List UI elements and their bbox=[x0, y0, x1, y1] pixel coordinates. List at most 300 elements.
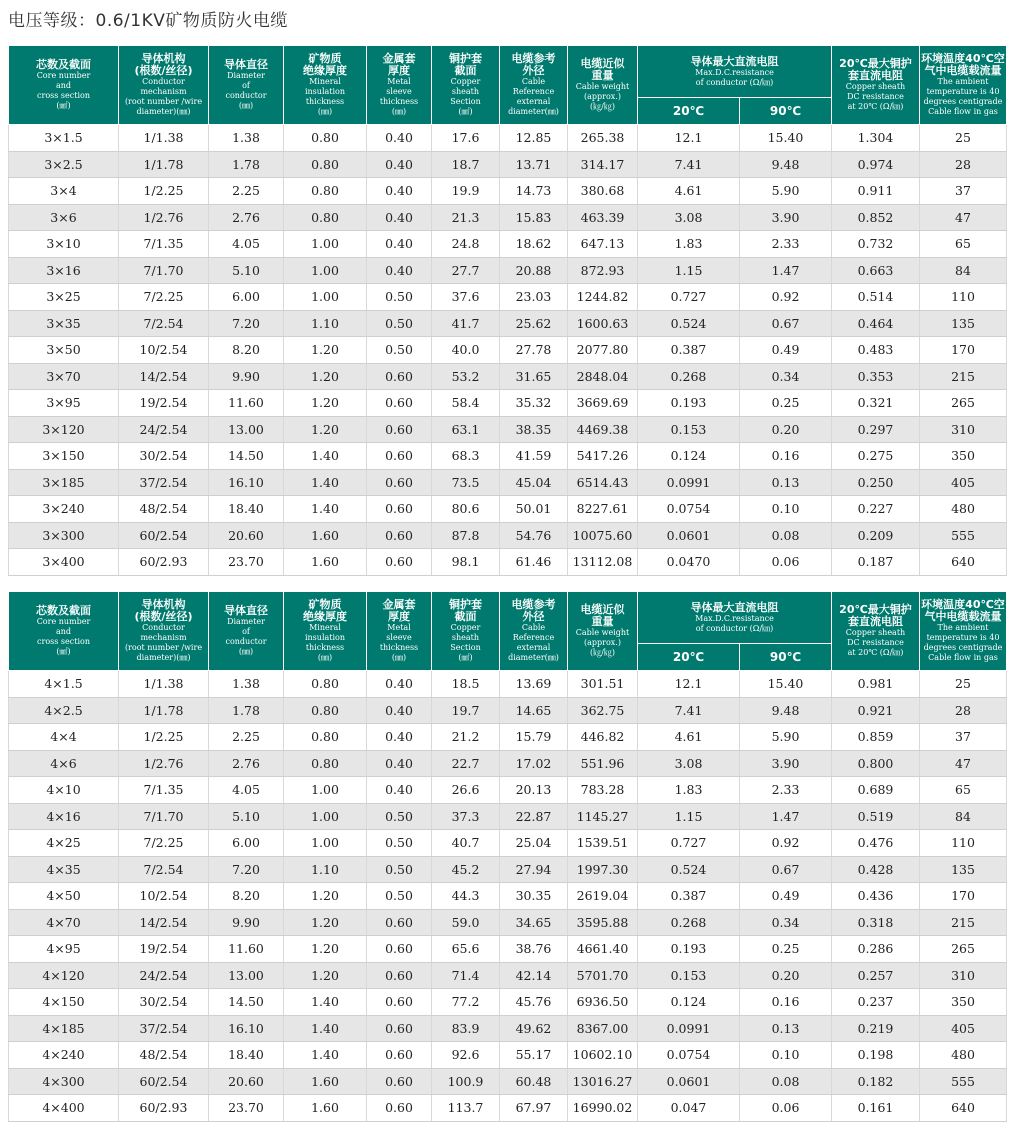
header-cable-weight-en: (㎏/㎏) bbox=[590, 648, 615, 657]
sheath-section-cell: 19.7 bbox=[432, 697, 500, 724]
insulation-thickness-cell: 1.20 bbox=[284, 337, 367, 364]
table-row bbox=[9, 204, 1007, 231]
resistance-90c-cell: 2.33 bbox=[740, 231, 832, 258]
outer-diameter-cell: 27.78 bbox=[500, 337, 568, 364]
core-section-cell: 4×16 bbox=[9, 803, 119, 830]
resistance-20c-cell: 4.61 bbox=[638, 724, 740, 751]
header-conductor-mechanism-zh: 导体机构 bbox=[141, 52, 186, 65]
sheath-section-cell: 24.8 bbox=[432, 231, 500, 258]
conductor-diameter-cell: 11.60 bbox=[209, 390, 284, 417]
sheath-section-cell: 71.4 bbox=[432, 962, 500, 989]
outer-diameter-cell: 27.94 bbox=[500, 856, 568, 883]
core-section-cell: 3×300 bbox=[9, 522, 119, 549]
ampacity-cell: 25 bbox=[920, 125, 1007, 152]
header-cable-weight-en: Cable weight bbox=[575, 628, 630, 637]
conductor-mechanism-cell: 19/2.54 bbox=[119, 936, 209, 963]
resistance-90c-cell: 1.47 bbox=[740, 803, 832, 830]
resistance-90c-cell: 0.25 bbox=[740, 390, 832, 417]
ampacity-cell: 640 bbox=[920, 549, 1007, 576]
header-conductor-diameter-en: conductor bbox=[225, 91, 267, 100]
header-sheath-section-en: Copper bbox=[450, 623, 481, 632]
conductor-mechanism-cell: 48/2.54 bbox=[119, 1042, 209, 1069]
header-core-section-en: (㎟) bbox=[56, 647, 71, 656]
sheath-resistance-cell: 0.974 bbox=[832, 151, 920, 178]
sleeve-thickness-cell: 0.40 bbox=[367, 724, 432, 751]
conductor-diameter-cell: 8.20 bbox=[209, 883, 284, 910]
core-section-cell: 4×95 bbox=[9, 936, 119, 963]
table-row bbox=[9, 936, 1007, 963]
insulation-thickness-cell: 1.60 bbox=[284, 1095, 367, 1122]
sleeve-thickness-cell: 0.40 bbox=[367, 178, 432, 205]
conductor-mechanism-cell: 10/2.54 bbox=[119, 337, 209, 364]
header-conductor-diameter-en: of bbox=[242, 81, 250, 90]
header-insulation-thickness-zh-line2: 绝缘厚度 bbox=[303, 64, 347, 77]
resistance-90c-cell: 0.34 bbox=[740, 363, 832, 390]
table-row bbox=[9, 671, 1007, 698]
table-row bbox=[9, 856, 1007, 883]
insulation-thickness-cell: 1.20 bbox=[284, 416, 367, 443]
insulation-thickness-cell: 1.40 bbox=[284, 469, 367, 496]
resistance-90c-cell: 3.90 bbox=[740, 204, 832, 231]
sheath-resistance-cell: 0.663 bbox=[832, 257, 920, 284]
header-core-section-en: cross section bbox=[37, 637, 90, 646]
core-section-cell: 3×95 bbox=[9, 390, 119, 417]
header-temp-20c: 20℃ bbox=[638, 98, 740, 125]
sheath-section-cell: 80.6 bbox=[432, 496, 500, 523]
resistance-90c-cell: 0.25 bbox=[740, 936, 832, 963]
resistance-20c-cell: 0.0470 bbox=[638, 549, 740, 576]
conductor-diameter-cell: 6.00 bbox=[209, 830, 284, 857]
ampacity-cell: 28 bbox=[920, 151, 1007, 178]
sleeve-thickness-cell: 0.60 bbox=[367, 1015, 432, 1042]
sheath-section-cell: 100.9 bbox=[432, 1068, 500, 1095]
conductor-diameter-cell: 20.60 bbox=[209, 522, 284, 549]
insulation-thickness-cell: 1.40 bbox=[284, 443, 367, 470]
insulation-thickness-cell: 1.20 bbox=[284, 962, 367, 989]
resistance-20c-cell: 0.524 bbox=[638, 310, 740, 337]
header-conductor-mechanism-zh: 导体机构 bbox=[141, 598, 186, 611]
resistance-90c-cell: 2.33 bbox=[740, 777, 832, 804]
outer-diameter-cell: 35.32 bbox=[500, 390, 568, 417]
insulation-thickness-cell: 1.20 bbox=[284, 363, 367, 390]
sheath-resistance-cell: 0.689 bbox=[832, 777, 920, 804]
core-section-cell: 3×10 bbox=[9, 231, 119, 258]
header-insulation-thickness-zh: 矿物质 bbox=[308, 52, 342, 65]
header-insulation-thickness-zh: 矿物质 bbox=[308, 598, 342, 611]
sheath-resistance-cell: 0.476 bbox=[832, 830, 920, 857]
sheath-resistance-cell: 0.800 bbox=[832, 750, 920, 777]
header-outer-diameter-en: diameter(㎜) bbox=[508, 107, 559, 116]
resistance-20c-cell: 7.41 bbox=[638, 697, 740, 724]
outer-diameter-cell: 34.65 bbox=[500, 909, 568, 936]
resistance-20c-cell: 0.387 bbox=[638, 337, 740, 364]
insulation-thickness-cell: 1.60 bbox=[284, 549, 367, 576]
sheath-resistance-cell: 0.275 bbox=[832, 443, 920, 470]
header-sleeve-thickness-en: Metal bbox=[387, 623, 411, 632]
header-outer-diameter-en: Reference bbox=[512, 633, 555, 642]
cable-weight-cell: 10075.60 bbox=[568, 522, 638, 549]
header-sheath-resistance bbox=[832, 592, 920, 671]
resistance-90c-cell: 0.92 bbox=[740, 830, 832, 857]
core-section-cell: 4×150 bbox=[9, 989, 119, 1016]
outer-diameter-cell: 67.97 bbox=[500, 1095, 568, 1122]
conductor-mechanism-cell: 1/1.38 bbox=[119, 125, 209, 152]
cable-weight-cell: 463.39 bbox=[568, 204, 638, 231]
sheath-section-cell: 92.6 bbox=[432, 1042, 500, 1069]
sleeve-thickness-cell: 0.60 bbox=[367, 936, 432, 963]
resistance-90c-cell: 0.67 bbox=[740, 310, 832, 337]
header-conductor-mechanism bbox=[119, 592, 209, 671]
sleeve-thickness-cell: 0.60 bbox=[367, 390, 432, 417]
sheath-resistance-cell: 0.161 bbox=[832, 1095, 920, 1122]
conductor-mechanism-cell: 48/2.54 bbox=[119, 496, 209, 523]
header-outer-diameter-zh-line2: 外径 bbox=[522, 64, 545, 77]
conductor-mechanism-cell: 7/2.25 bbox=[119, 830, 209, 857]
sheath-section-cell: 63.1 bbox=[432, 416, 500, 443]
ampacity-cell: 310 bbox=[920, 962, 1007, 989]
sheath-section-cell: 37.6 bbox=[432, 284, 500, 311]
cable-weight-cell: 551.96 bbox=[568, 750, 638, 777]
sheath-section-cell: 87.8 bbox=[432, 522, 500, 549]
conductor-mechanism-cell: 7/1.35 bbox=[119, 231, 209, 258]
conductor-diameter-cell: 13.00 bbox=[209, 962, 284, 989]
resistance-20c-cell: 0.387 bbox=[638, 883, 740, 910]
table-row bbox=[9, 284, 1007, 311]
resistance-20c-cell: 0.268 bbox=[638, 363, 740, 390]
core-section-cell: 3×16 bbox=[9, 257, 119, 284]
core-section-cell: 4×70 bbox=[9, 909, 119, 936]
header-outer-diameter-en: external bbox=[516, 643, 551, 652]
sheath-resistance-cell: 0.981 bbox=[832, 671, 920, 698]
outer-diameter-cell: 18.62 bbox=[500, 231, 568, 258]
conductor-mechanism-cell: 37/2.54 bbox=[119, 469, 209, 496]
table-row bbox=[9, 549, 1007, 576]
outer-diameter-cell: 20.13 bbox=[500, 777, 568, 804]
core-section-cell: 4×1.5 bbox=[9, 671, 119, 698]
insulation-thickness-cell: 0.80 bbox=[284, 178, 367, 205]
header-sheath-resistance-zh: 20℃最大铜护 bbox=[839, 603, 912, 616]
header-outer-diameter-en: Cable bbox=[521, 623, 546, 632]
header-row bbox=[9, 592, 1007, 644]
header-conductor-diameter bbox=[209, 592, 284, 671]
conductor-diameter-cell: 16.10 bbox=[209, 469, 284, 496]
header-sheath-section-zh: 铜护套 bbox=[449, 52, 482, 65]
cable-weight-cell: 2619.04 bbox=[568, 883, 638, 910]
cable-weight-cell: 5701.70 bbox=[568, 962, 638, 989]
conductor-diameter-cell: 20.60 bbox=[209, 1068, 284, 1095]
outer-diameter-cell: 42.14 bbox=[500, 962, 568, 989]
sleeve-thickness-cell: 0.40 bbox=[367, 750, 432, 777]
header-ampacity-en: temperature is 40 bbox=[926, 87, 1000, 96]
cable-weight-cell: 446.82 bbox=[568, 724, 638, 751]
conductor-mechanism-cell: 7/1.70 bbox=[119, 803, 209, 830]
cable-weight-cell: 2848.04 bbox=[568, 363, 638, 390]
sheath-section-cell: 40.7 bbox=[432, 830, 500, 857]
outer-diameter-cell: 25.62 bbox=[500, 310, 568, 337]
ampacity-cell: 28 bbox=[920, 697, 1007, 724]
table-row bbox=[9, 1042, 1007, 1069]
sleeve-thickness-cell: 0.40 bbox=[367, 257, 432, 284]
header-cable-weight-en: (㎏/㎏) bbox=[590, 102, 615, 111]
header-conductor-mechanism-zh-line2: (根数/丝径) bbox=[134, 64, 193, 77]
header-conductor-diameter-en: Diameter bbox=[227, 617, 265, 626]
ampacity-cell: 47 bbox=[920, 750, 1007, 777]
conductor-diameter-cell: 8.20 bbox=[209, 337, 284, 364]
sheath-section-cell: 22.7 bbox=[432, 750, 500, 777]
sheath-resistance-cell: 0.297 bbox=[832, 416, 920, 443]
table-row bbox=[9, 443, 1007, 470]
conductor-mechanism-cell: 7/1.70 bbox=[119, 257, 209, 284]
ampacity-cell: 555 bbox=[920, 1068, 1007, 1095]
resistance-90c-cell: 0.13 bbox=[740, 1015, 832, 1042]
outer-diameter-cell: 54.76 bbox=[500, 522, 568, 549]
cable-weight-cell: 314.17 bbox=[568, 151, 638, 178]
header-insulation-thickness-zh-line2: 绝缘厚度 bbox=[303, 610, 347, 623]
conductor-diameter-cell: 7.20 bbox=[209, 310, 284, 337]
header-sheath-section-en: (㎟) bbox=[458, 107, 473, 116]
cable-weight-cell: 1539.51 bbox=[568, 830, 638, 857]
header-ampacity-zh: 环境温度40℃空 bbox=[921, 52, 1005, 65]
ampacity-cell: 37 bbox=[920, 178, 1007, 205]
sheath-section-cell: 59.0 bbox=[432, 909, 500, 936]
header-conductor-mechanism-en: Conductor bbox=[142, 77, 185, 86]
insulation-thickness-cell: 0.80 bbox=[284, 125, 367, 152]
resistance-90c-cell: 5.90 bbox=[740, 178, 832, 205]
cable-weight-cell: 380.68 bbox=[568, 178, 638, 205]
resistance-20c-cell: 0.0601 bbox=[638, 522, 740, 549]
sheath-resistance-cell: 1.304 bbox=[832, 125, 920, 152]
cable-weight-cell: 8227.61 bbox=[568, 496, 638, 523]
conductor-diameter-cell: 9.90 bbox=[209, 909, 284, 936]
conductor-mechanism-cell: 19/2.54 bbox=[119, 390, 209, 417]
header-ampacity bbox=[920, 46, 1007, 125]
resistance-90c-cell: 0.08 bbox=[740, 1068, 832, 1095]
sleeve-thickness-cell: 0.60 bbox=[367, 469, 432, 496]
insulation-thickness-cell: 1.10 bbox=[284, 856, 367, 883]
header-core-section bbox=[9, 592, 119, 671]
cable-weight-cell: 6936.50 bbox=[568, 989, 638, 1016]
sheath-section-cell: 21.2 bbox=[432, 724, 500, 751]
conductor-diameter-cell: 2.25 bbox=[209, 724, 284, 751]
resistance-90c-cell: 0.10 bbox=[740, 496, 832, 523]
header-insulation-thickness-en: Mineral bbox=[309, 77, 341, 86]
ampacity-cell: 350 bbox=[920, 443, 1007, 470]
sheath-section-cell: 17.6 bbox=[432, 125, 500, 152]
sheath-resistance-cell: 0.209 bbox=[832, 522, 920, 549]
header-sleeve-thickness-en: (㎜) bbox=[391, 653, 407, 662]
core-section-cell: 3×4 bbox=[9, 178, 119, 205]
outer-diameter-cell: 15.83 bbox=[500, 204, 568, 231]
table-row bbox=[9, 830, 1007, 857]
ampacity-cell: 480 bbox=[920, 1042, 1007, 1069]
header-max-dc-resistance-zh: 导体最大直流电阻 bbox=[690, 54, 779, 68]
resistance-90c-cell: 0.10 bbox=[740, 1042, 832, 1069]
cable-weight-cell: 13016.27 bbox=[568, 1068, 638, 1095]
sheath-section-cell: 40.0 bbox=[432, 337, 500, 364]
header-sheath-section-en: sheath bbox=[451, 87, 480, 96]
core-section-cell: 4×300 bbox=[9, 1068, 119, 1095]
ampacity-cell: 310 bbox=[920, 416, 1007, 443]
conductor-diameter-cell: 1.78 bbox=[209, 151, 284, 178]
header-ampacity bbox=[920, 592, 1007, 671]
page-title: 电压等级：0.6/1KV矿物质防火电缆 bbox=[8, 11, 288, 31]
insulation-thickness-cell: 0.80 bbox=[284, 671, 367, 698]
cable-weight-cell: 6514.43 bbox=[568, 469, 638, 496]
core-section-cell: 4×185 bbox=[9, 1015, 119, 1042]
header-insulation-thickness-en: thickness bbox=[305, 643, 345, 652]
outer-diameter-cell: 31.65 bbox=[500, 363, 568, 390]
resistance-20c-cell: 3.08 bbox=[638, 204, 740, 231]
header-temp-20c: 20℃ bbox=[638, 644, 740, 671]
table-row bbox=[9, 390, 1007, 417]
header-conductor-mechanism-zh-line2: (根数/丝径) bbox=[134, 610, 193, 623]
header-ampacity-zh-line2: 气中电缆载流量 bbox=[924, 64, 1002, 77]
sleeve-thickness-cell: 0.50 bbox=[367, 337, 432, 364]
insulation-thickness-cell: 1.20 bbox=[284, 936, 367, 963]
header-conductor-mechanism-en: mechanism bbox=[140, 633, 187, 642]
core-section-cell: 3×400 bbox=[9, 549, 119, 576]
conductor-mechanism-cell: 24/2.54 bbox=[119, 962, 209, 989]
header-sheath-section-en: (㎟) bbox=[458, 653, 473, 662]
table-row bbox=[9, 724, 1007, 751]
conductor-diameter-cell: 14.50 bbox=[209, 443, 284, 470]
header-sheath-section-zh-line2: 截面 bbox=[454, 64, 477, 77]
header-conductor-diameter bbox=[209, 46, 284, 125]
cable-weight-cell: 16990.02 bbox=[568, 1095, 638, 1122]
conductor-mechanism-cell: 60/2.54 bbox=[119, 522, 209, 549]
conductor-mechanism-cell: 30/2.54 bbox=[119, 989, 209, 1016]
sleeve-thickness-cell: 0.40 bbox=[367, 204, 432, 231]
header-cable-weight bbox=[568, 592, 638, 671]
core-section-cell: 3×50 bbox=[9, 337, 119, 364]
conductor-diameter-cell: 1.38 bbox=[209, 671, 284, 698]
resistance-20c-cell: 0.0754 bbox=[638, 1042, 740, 1069]
sleeve-thickness-cell: 0.60 bbox=[367, 1042, 432, 1069]
outer-diameter-cell: 30.35 bbox=[500, 883, 568, 910]
header-ampacity-en: Cable flow in gas bbox=[928, 653, 998, 662]
header-conductor-diameter-en: Diameter bbox=[227, 71, 265, 80]
sheath-section-cell: 37.3 bbox=[432, 803, 500, 830]
outer-diameter-cell: 61.46 bbox=[500, 549, 568, 576]
header-sleeve-thickness-zh-line2: 厚度 bbox=[388, 610, 410, 623]
header-conductor-mechanism bbox=[119, 46, 209, 125]
insulation-thickness-cell: 0.80 bbox=[284, 724, 367, 751]
conductor-mechanism-cell: 14/2.54 bbox=[119, 363, 209, 390]
resistance-90c-cell: 0.06 bbox=[740, 1095, 832, 1122]
sheath-resistance-cell: 0.921 bbox=[832, 697, 920, 724]
conductor-diameter-cell: 4.05 bbox=[209, 777, 284, 804]
header-core-section-zh: 芯数及截面 bbox=[36, 604, 91, 617]
ampacity-cell: 25 bbox=[920, 671, 1007, 698]
header-sheath-resistance-zh-line2: 套直流电阻 bbox=[848, 69, 903, 82]
ampacity-cell: 555 bbox=[920, 522, 1007, 549]
insulation-thickness-cell: 0.80 bbox=[284, 697, 367, 724]
header-sleeve-thickness-en: Metal bbox=[387, 77, 411, 86]
sheath-resistance-cell: 0.859 bbox=[832, 724, 920, 751]
header-sleeve-thickness-en: thickness bbox=[379, 643, 419, 652]
insulation-thickness-cell: 1.40 bbox=[284, 1015, 367, 1042]
header-sheath-resistance-zh: 20℃最大铜护 bbox=[839, 57, 912, 70]
sheath-resistance-cell: 0.182 bbox=[832, 1068, 920, 1095]
header-sheath-section bbox=[432, 592, 500, 671]
header-core-section-en: and bbox=[55, 81, 72, 90]
table-row bbox=[9, 1015, 1007, 1042]
cable-weight-cell: 3669.69 bbox=[568, 390, 638, 417]
resistance-20c-cell: 12.1 bbox=[638, 125, 740, 152]
ampacity-cell: 84 bbox=[920, 803, 1007, 830]
sleeve-thickness-cell: 0.50 bbox=[367, 830, 432, 857]
outer-diameter-cell: 22.87 bbox=[500, 803, 568, 830]
header-ampacity-en: temperature is 40 bbox=[926, 633, 1000, 642]
outer-diameter-cell: 41.59 bbox=[500, 443, 568, 470]
ampacity-cell: 265 bbox=[920, 390, 1007, 417]
conductor-mechanism-cell: 1/1.78 bbox=[119, 697, 209, 724]
cable-weight-cell: 301.51 bbox=[568, 671, 638, 698]
resistance-20c-cell: 0.0991 bbox=[638, 1015, 740, 1042]
outer-diameter-cell: 15.79 bbox=[500, 724, 568, 751]
sleeve-thickness-cell: 0.40 bbox=[367, 777, 432, 804]
table-row bbox=[9, 777, 1007, 804]
cable-weight-cell: 872.93 bbox=[568, 257, 638, 284]
header-cable-weight-zh-line2: 重量 bbox=[591, 69, 614, 82]
table-row bbox=[9, 257, 1007, 284]
insulation-thickness-cell: 0.80 bbox=[284, 750, 367, 777]
insulation-thickness-cell: 1.40 bbox=[284, 989, 367, 1016]
sheath-section-cell: 53.2 bbox=[432, 363, 500, 390]
header-insulation-thickness-en: (㎜) bbox=[317, 653, 333, 662]
ampacity-cell: 215 bbox=[920, 909, 1007, 936]
ampacity-cell: 47 bbox=[920, 204, 1007, 231]
sleeve-thickness-cell: 0.50 bbox=[367, 284, 432, 311]
outer-diameter-cell: 25.04 bbox=[500, 830, 568, 857]
header-ampacity-zh: 环境温度40℃空 bbox=[921, 598, 1005, 611]
header-insulation-thickness bbox=[284, 592, 367, 671]
ampacity-cell: 135 bbox=[920, 310, 1007, 337]
sheath-section-cell: 27.7 bbox=[432, 257, 500, 284]
header-cable-weight bbox=[568, 46, 638, 125]
header-insulation-thickness bbox=[284, 46, 367, 125]
header-ampacity-en: The ambient bbox=[937, 623, 989, 632]
resistance-90c-cell: 0.49 bbox=[740, 883, 832, 910]
outer-diameter-cell: 13.71 bbox=[500, 151, 568, 178]
resistance-20c-cell: 0.727 bbox=[638, 830, 740, 857]
cable-weight-cell: 5417.26 bbox=[568, 443, 638, 470]
conductor-diameter-cell: 13.00 bbox=[209, 416, 284, 443]
resistance-90c-cell: 9.48 bbox=[740, 697, 832, 724]
core-section-cell: 3×185 bbox=[9, 469, 119, 496]
resistance-20c-cell: 0.268 bbox=[638, 909, 740, 936]
header-ampacity-en: Cable flow in gas bbox=[928, 107, 998, 116]
sheath-resistance-cell: 0.237 bbox=[832, 989, 920, 1016]
outer-diameter-cell: 14.73 bbox=[500, 178, 568, 205]
conductor-mechanism-cell: 37/2.54 bbox=[119, 1015, 209, 1042]
ampacity-cell: 135 bbox=[920, 856, 1007, 883]
outer-diameter-cell: 13.69 bbox=[500, 671, 568, 698]
conductor-mechanism-cell: 1/1.38 bbox=[119, 671, 209, 698]
header-cable-weight-zh-line2: 重量 bbox=[591, 615, 614, 628]
resistance-20c-cell: 0.047 bbox=[638, 1095, 740, 1122]
cable-weight-cell: 783.28 bbox=[568, 777, 638, 804]
ampacity-cell: 170 bbox=[920, 337, 1007, 364]
header-sheath-section-en: sheath bbox=[451, 633, 480, 642]
header-core-section-en: and bbox=[55, 627, 72, 636]
table-row bbox=[9, 337, 1007, 364]
header-cable-weight-en: (approx.) bbox=[584, 92, 621, 101]
header-outer-diameter-zh: 电缆参考 bbox=[511, 52, 556, 65]
resistance-90c-cell: 0.92 bbox=[740, 284, 832, 311]
header-conductor-mechanism-en: (root number /wire bbox=[124, 643, 203, 652]
core-section-cell: 3×120 bbox=[9, 416, 119, 443]
